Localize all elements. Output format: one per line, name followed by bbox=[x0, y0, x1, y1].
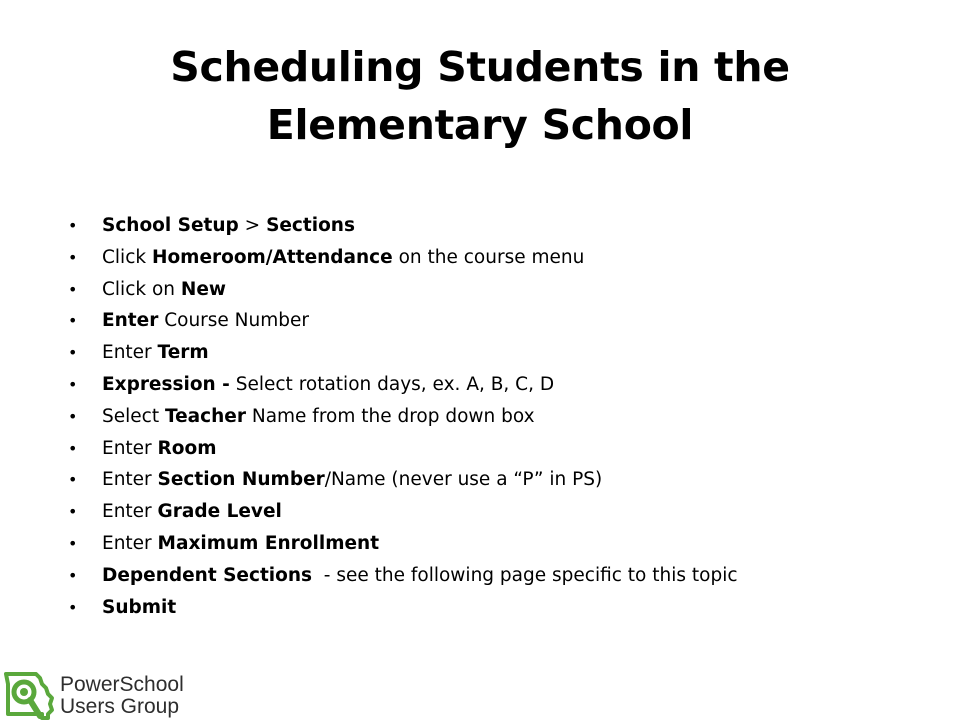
bullet-bold-text: New bbox=[180, 278, 227, 300]
bullet-dot-icon: • bbox=[68, 565, 78, 585]
bullet-item bbox=[68, 464, 948, 496]
bullet-bold-text: Term bbox=[157, 342, 209, 364]
bullet-item bbox=[68, 528, 948, 560]
bullet-item bbox=[68, 496, 948, 528]
slide-title bbox=[0, 38, 960, 154]
bullet-bold-text: Sections bbox=[266, 215, 355, 236]
bullet-text: Select bbox=[102, 405, 165, 427]
bullet-bold-text: Room bbox=[157, 437, 217, 459]
bullet-bold-text: Maximum Enrollment bbox=[157, 532, 380, 554]
logo-text-line-1: PowerSchool bbox=[60, 673, 184, 696]
bullet-dot-icon: • bbox=[68, 343, 78, 363]
bullet-text: Select rotation days, ex. A, B, C, D bbox=[229, 373, 555, 395]
bullet-text: Enter bbox=[102, 501, 158, 523]
bullet-item bbox=[68, 242, 948, 274]
bullet-item bbox=[68, 337, 948, 369]
bullet-text: on the course menu bbox=[392, 246, 585, 268]
bullet-text: Click bbox=[102, 246, 152, 268]
bullet-text: > bbox=[238, 215, 267, 236]
bullet-text: /Name (never use a “P” in PS) bbox=[324, 469, 603, 491]
bullet-bold-text: School Setup bbox=[102, 215, 239, 236]
bullet-dot-icon: • bbox=[68, 216, 78, 235]
bullet-dot-icon: • bbox=[68, 406, 78, 426]
bullet-item bbox=[68, 305, 948, 337]
bullet-text: Enter bbox=[102, 532, 158, 554]
bullet-bold-text: Homeroom/Attendance bbox=[151, 246, 393, 268]
bullet-dot-icon: • bbox=[68, 470, 78, 490]
bullet-dot-icon: • bbox=[68, 311, 78, 331]
bullet-text: Enter bbox=[102, 469, 158, 491]
bullet-text: Enter bbox=[102, 437, 158, 459]
bullet-item bbox=[68, 433, 948, 465]
bullet-text: Name from the drop down box bbox=[245, 405, 535, 427]
bullet-bold-text: Grade Level bbox=[157, 501, 282, 523]
slide-title-line-2: Elementary School bbox=[266, 101, 694, 149]
bullet-item bbox=[68, 401, 948, 433]
powerschool-users-group-logo bbox=[0, 668, 200, 720]
bullet-bold-text: Section Number bbox=[157, 469, 325, 491]
bullet-list bbox=[68, 210, 948, 623]
bullet-bold-text: Teacher bbox=[164, 405, 246, 427]
bullet-dot-icon: • bbox=[68, 374, 78, 394]
bullet-dot-icon: • bbox=[68, 502, 78, 522]
bullet-dot-icon: • bbox=[68, 247, 78, 267]
bullet-text: Course Number bbox=[158, 310, 309, 332]
bullet-bold-text: Dependent Sections bbox=[102, 564, 313, 586]
bullet-text: Click on bbox=[102, 278, 181, 300]
missouri-state-outline-logo-icon bbox=[2, 670, 58, 720]
bullet-bold-text: Expression - bbox=[102, 373, 230, 395]
bullet-bold-text: Enter bbox=[102, 310, 159, 332]
bullet-item bbox=[68, 592, 948, 624]
bullet-dot-icon: • bbox=[68, 438, 78, 458]
bullet-dot-icon: • bbox=[68, 597, 78, 617]
bullet-item bbox=[68, 369, 948, 401]
bullet-dot-icon: • bbox=[68, 279, 78, 299]
slide-title-line-1: Scheduling Students in the bbox=[170, 43, 790, 91]
bullet-bold-text: Submit bbox=[102, 596, 177, 618]
bullet-item bbox=[68, 274, 948, 306]
logo-text-line-2: Users Group bbox=[60, 695, 180, 718]
bullet-item bbox=[68, 560, 948, 592]
bullet-item bbox=[68, 210, 948, 242]
bullet-dot-icon: • bbox=[68, 533, 78, 553]
bullet-text: Enter bbox=[102, 342, 158, 364]
bullet-text: - see the following page specific to this topic bbox=[312, 564, 738, 586]
